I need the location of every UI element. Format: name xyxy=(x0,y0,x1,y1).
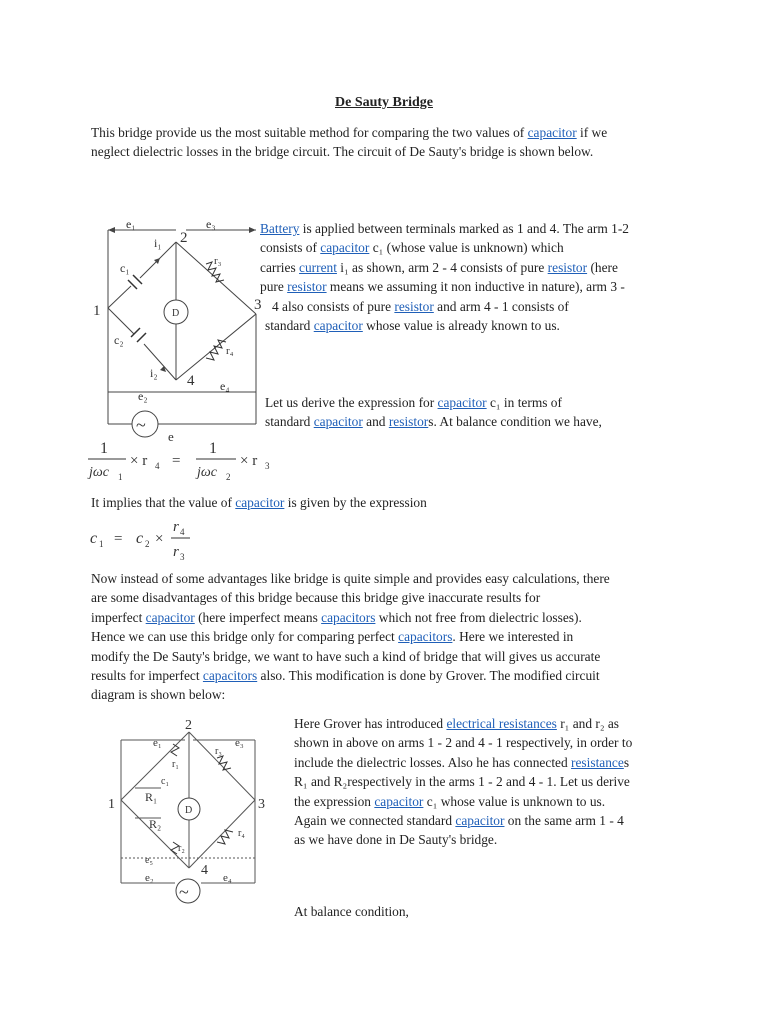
text: results for imperfect xyxy=(91,668,203,684)
svg-text:jωc: jωc xyxy=(197,465,217,480)
svg-text:r₃: r₃ xyxy=(215,746,222,757)
svg-text:R₁: R₁ xyxy=(145,790,158,804)
svg-text:e₃: e₃ xyxy=(235,737,244,749)
text: i₁ as shown, arm 2 - 4 consists of pure xyxy=(336,259,548,275)
svg-text:× r: × r xyxy=(240,453,258,469)
text: include the dielectric losses. Also he has connected xyxy=(294,754,572,770)
svg-text:e₄: e₄ xyxy=(220,379,230,393)
svg-text:jωc: jωc xyxy=(89,465,109,480)
implies-line xyxy=(91,493,591,512)
capacitor-link[interactable]: capacitor xyxy=(145,609,195,625)
battery-description xyxy=(260,219,690,335)
svg-text:D: D xyxy=(185,805,193,816)
page-title: De Sauty Bridge xyxy=(335,95,433,110)
text: R₁ and R₂respectively in the arms 1 - 2 and 4 - 1. Let us derive xyxy=(294,774,630,790)
text: Here Grover has introduced xyxy=(294,716,447,731)
svg-text:R₂: R₂ xyxy=(149,817,162,831)
text: on the same arm 1 - 4 xyxy=(504,813,624,829)
svg-text:1: 1 xyxy=(108,797,115,812)
svg-text:e₃: e₃ xyxy=(206,217,216,231)
svg-text:=: = xyxy=(114,531,123,547)
svg-text:e₁: e₁ xyxy=(153,737,162,749)
text: (here imperfect means xyxy=(194,609,322,625)
text: r₁ and r₂ as xyxy=(556,716,620,731)
text: modify the De Sauty's bridge, we want to have such a kind of bridge that will gives us accurate xyxy=(91,648,601,664)
text: standard xyxy=(265,414,314,430)
svg-text:i₁: i₁ xyxy=(154,236,162,250)
text: also. This modification is done by Grover. The modified circuit xyxy=(257,668,600,684)
svg-text:2: 2 xyxy=(180,230,188,246)
text: whose value is already known to us. xyxy=(362,318,560,334)
svg-text:1: 1 xyxy=(93,303,101,319)
resistor-link[interactable]: resistor xyxy=(394,298,434,314)
svg-text:e₁: e₁ xyxy=(126,217,136,231)
svg-text:e₅: e₅ xyxy=(145,855,153,866)
svg-text:~: ~ xyxy=(136,415,146,435)
svg-text:3: 3 xyxy=(265,461,270,471)
capacitor-link[interactable]: capacitor xyxy=(527,125,577,140)
text: c₁ in terms of xyxy=(486,395,562,410)
resistor-link[interactable]: resistor xyxy=(547,259,588,275)
svg-text:~: ~ xyxy=(179,882,189,902)
svg-text:1: 1 xyxy=(118,472,123,482)
capacitor-link[interactable]: capacitor xyxy=(374,793,424,809)
svg-text:1: 1 xyxy=(99,539,104,549)
capacitors-link[interactable]: capacitors xyxy=(398,629,453,645)
svg-text:3: 3 xyxy=(180,552,185,562)
svg-text:1: 1 xyxy=(100,440,108,457)
derive-paragraph xyxy=(265,393,685,432)
intro-paragraph xyxy=(91,123,691,162)
svg-text:r₁: r₁ xyxy=(172,759,179,770)
svg-text:× r: × r xyxy=(130,453,148,469)
text: Let us derive the expression for xyxy=(265,395,438,410)
svg-text:3: 3 xyxy=(254,297,262,313)
text: It implies that the value of xyxy=(91,495,236,510)
svg-text:c₁: c₁ xyxy=(161,776,169,787)
capacitors-link[interactable]: capacitors xyxy=(321,609,376,625)
balance-condition-line: At balance condition, xyxy=(294,904,409,919)
svg-text:c₁: c₁ xyxy=(120,261,130,275)
disadvantages-paragraph xyxy=(91,569,691,705)
svg-text:4: 4 xyxy=(180,527,185,537)
battery-link[interactable]: Battery xyxy=(260,221,300,236)
capacitor-link[interactable]: capacitor xyxy=(455,813,505,829)
svg-text:r₃: r₃ xyxy=(214,255,222,267)
svg-text:×: × xyxy=(155,531,164,547)
text: if we xyxy=(576,125,608,140)
text: means we assuming it non inductive in nature), arm 3 - xyxy=(326,279,625,295)
text: shown in above on arms 1 - 2 and 4 - 1 respectively, in order to xyxy=(294,735,633,751)
text: c₁ (whose value is unknown) which xyxy=(369,240,564,256)
balance-equation xyxy=(88,436,278,481)
text: 4 also consists of pure xyxy=(272,298,395,314)
svg-text:c₂: c₂ xyxy=(114,333,124,347)
text: which not free from dielectric losses). xyxy=(375,609,582,625)
text: (here xyxy=(587,259,618,275)
text: and arm 4 - 1 consists of xyxy=(433,298,569,314)
text: s xyxy=(623,754,630,770)
svg-text:=: = xyxy=(172,453,181,469)
text: as we have done in De Sauty's bridge. xyxy=(294,832,498,848)
text: and xyxy=(362,414,389,430)
capacitor-link[interactable]: capacitor xyxy=(320,240,370,256)
svg-text:r₄: r₄ xyxy=(226,345,234,357)
text: Hence we can use this bridge only for comparing perfect xyxy=(91,629,399,645)
svg-text:r: r xyxy=(173,519,179,535)
svg-text:1: 1 xyxy=(209,440,217,457)
svg-text:r: r xyxy=(173,544,179,560)
text: are some disadvantages of this bridge because this bridge give inaccurate results for xyxy=(91,590,541,606)
svg-text:3: 3 xyxy=(258,797,265,812)
text: . Here we interested in xyxy=(452,629,574,645)
svg-text:2: 2 xyxy=(185,718,192,733)
capacitor-expression xyxy=(90,515,210,565)
text: This bridge provide us the most suitable method for comparing the two values of xyxy=(91,125,528,140)
resistor-link[interactable]: resistor xyxy=(388,414,429,430)
de-sauty-circuit-diagram xyxy=(88,212,268,442)
svg-text:D: D xyxy=(172,308,180,319)
text: Now instead of some advantages like bridge is quite simple and provides easy calculations, there xyxy=(91,571,610,586)
capacitor-link[interactable]: capacitor xyxy=(437,395,487,410)
capacitor-link[interactable]: capacitor xyxy=(235,495,285,510)
text: s. At balance condition we have, xyxy=(428,414,602,430)
svg-text:e₂: e₂ xyxy=(145,872,154,884)
text: is applied between terminals marked as 1 and 4. The arm 1-2 xyxy=(299,221,630,236)
svg-text:4: 4 xyxy=(155,461,160,471)
text: pure xyxy=(260,279,288,295)
svg-text:e: e xyxy=(168,429,174,444)
svg-text:2: 2 xyxy=(145,539,150,549)
text: diagram is shown below: xyxy=(91,687,226,703)
resistor-link[interactable]: resistor xyxy=(287,279,327,295)
svg-text:2: 2 xyxy=(226,472,231,482)
svg-text:c: c xyxy=(136,530,144,547)
text: imperfect xyxy=(91,609,146,625)
current-link[interactable]: current xyxy=(299,259,337,275)
grover-circuit-diagram xyxy=(105,718,275,908)
text: standard xyxy=(265,318,314,334)
svg-text:4: 4 xyxy=(201,863,208,878)
text: c₁ whose value is unknown to us. xyxy=(423,793,606,809)
svg-text:r₄: r₄ xyxy=(238,828,245,839)
text: the expression xyxy=(294,793,375,809)
capacitor-link[interactable]: capacitor xyxy=(313,318,363,334)
grover-paragraph xyxy=(294,714,694,850)
text: is given by the expression xyxy=(284,495,427,510)
text: Again we connected standard xyxy=(294,813,456,829)
svg-text:r₂: r₂ xyxy=(178,843,185,854)
electrical-resistances-link[interactable]: electrical resistances xyxy=(446,716,557,731)
svg-text:c: c xyxy=(90,530,98,547)
text: consists of xyxy=(260,240,321,256)
text: carries xyxy=(260,259,300,275)
capacitor-link[interactable]: capacitor xyxy=(313,414,363,430)
svg-text:4: 4 xyxy=(187,373,195,389)
svg-text:i₂: i₂ xyxy=(150,366,158,380)
svg-text:e₄: e₄ xyxy=(223,872,232,884)
resistance-link[interactable]: resistance xyxy=(571,754,624,770)
capacitors-link[interactable]: capacitors xyxy=(202,668,258,684)
text: neglect dielectric losses in the bridge circuit. The circuit of De Sauty's bridge is shown below. xyxy=(91,144,594,160)
svg-text:e₂: e₂ xyxy=(138,389,148,403)
